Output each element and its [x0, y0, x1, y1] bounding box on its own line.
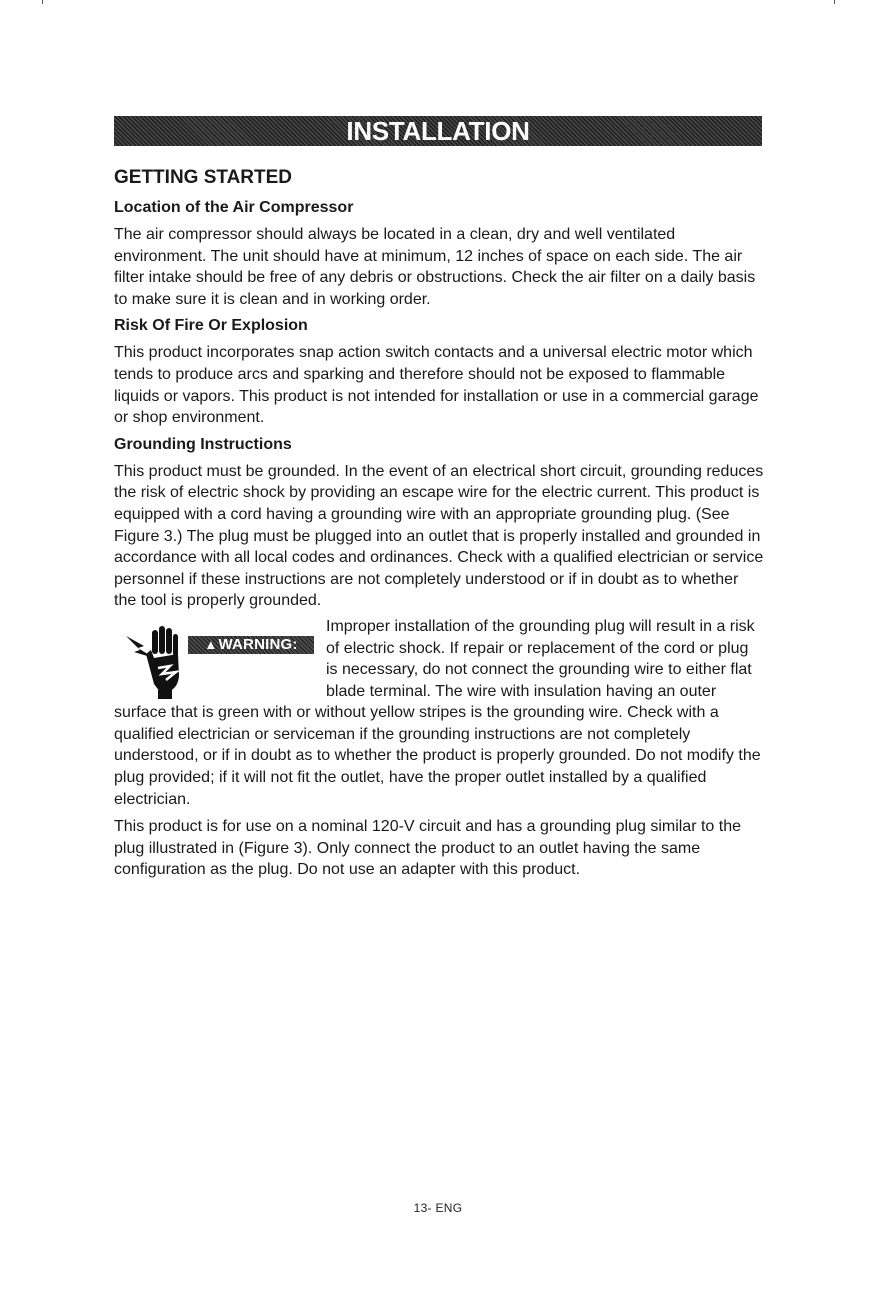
warning-triangle-icon: ▲ — [204, 636, 218, 652]
warning-badge — [188, 636, 314, 654]
circuit-paragraph: This product is for use on a nominal 120-V circuit and has a grounding plug similar to the plug illustrated in (Figure 3). Only connect the product to an outlet having the same configuration as the plug. Do not use an adapter with this product. — [114, 818, 742, 879]
risk-paragraph: This product incorporates snap action switch contacts and a universal electric motor which tends to produce arcs and sparking and therefore should not be exposed to flammable liquids or vapors. This product is not intended for installation or use in a commercial garage or shop environment. — [114, 344, 759, 427]
warning-label: WARNING: — [218, 635, 298, 653]
grounding-heading: Grounding Instructions — [114, 435, 292, 453]
crop-mark-right — [834, 0, 835, 4]
page-content — [114, 164, 764, 885]
warning-icon-area — [114, 616, 326, 702]
page-number: 13- ENG — [413, 1201, 463, 1215]
section-banner — [114, 116, 762, 146]
warning-block — [114, 616, 764, 810]
location-paragraph: The air compressor should always be located in a clean, dry and well ventilated environment. The unit should have at minimum, 12 inches of space on each side. The air filter intake should be free of any debris or obstructions. Check the air filter on a daily basis to make sure it is clean and in working order. — [114, 226, 756, 308]
risk-heading: Risk Of Fire Or Explosion — [114, 317, 308, 335]
grounding-paragraph: This product must be grounded. In the event of an electrical short circuit, grounding reduces the risk of electric shock by providing an escape wire for the electric current. This product is equipped with a cord having a grounding wire with an appropriate grounding plug. (See Figure 3.) The plug must be plugged into an outlet that is properly installed and grounded in accordance with all local codes and ordinances. Check with a qualified electrician or service personnel if these instructions are not completely understood or if in doubt as to whether the tool is properly grounded. — [114, 462, 764, 610]
section-title: GETTING STARTED — [114, 167, 293, 188]
location-heading: Location of the Air Compressor — [114, 199, 354, 216]
electric-shock-icon — [124, 624, 192, 700]
banner-title: INSTALLATION — [346, 116, 530, 146]
crop-mark-left — [42, 0, 43, 4]
warning-paragraph: Improper installation of the grounding plug will result in a risk of electric shock. If repair or replacement of the cord or plug is necessary, do not connect the grounding wire to either flat blade terminal. The wire with insulation having an outer surface that is green with or without yellow stripes is the grounding wire. Check with a qualified electrician or serviceman if the grounding instructions are not completely understood, or if in doubt as to whether the product is properly grounded. Do not modify the plug provided; if it will not fit the outlet, have the proper outlet installed by a qualified electrician. — [114, 617, 761, 808]
